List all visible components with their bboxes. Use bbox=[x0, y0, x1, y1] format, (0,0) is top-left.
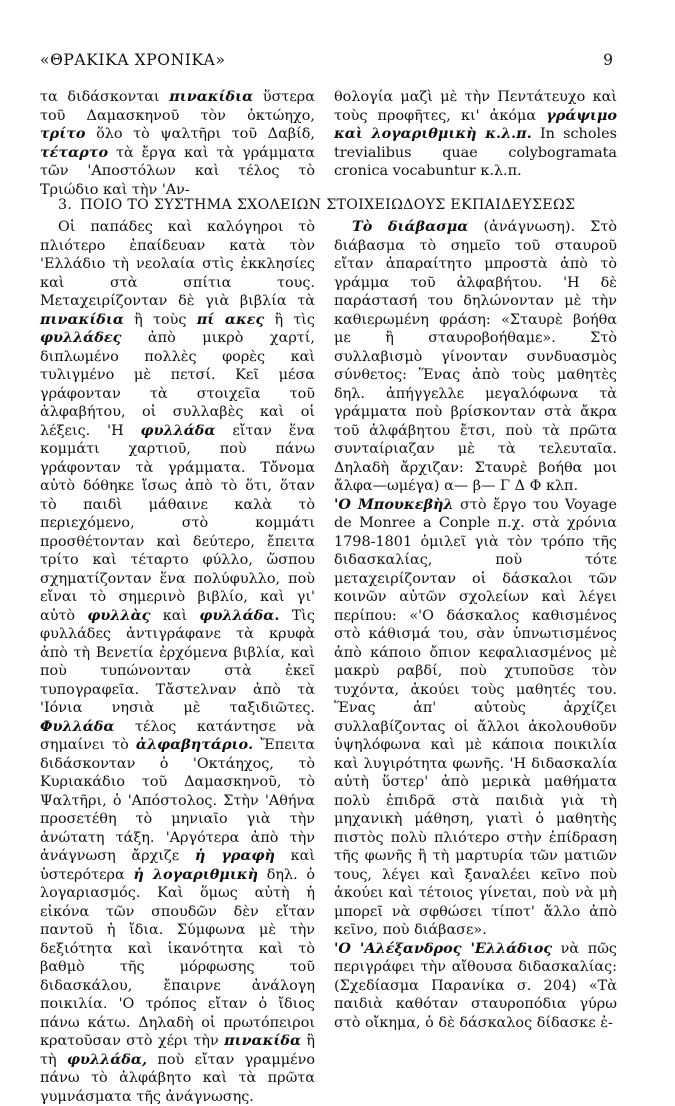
body-column-left bbox=[40, 218, 315, 1106]
text-run: νὰ πῶς περιγράφει τὴν αἴθουσα διδασκαλίας: (Σχεδίασμα Παρανίκα σ. 204) «Τὰ παιδιὰ καθόταν σταυροπόδια γύρω στὸ οἴκημα, ὁ δὲ δάσκαλος δίδασκε ἐ- bbox=[334, 940, 617, 1031]
emphasized-term: ἀλφαβητάριο. bbox=[135, 736, 254, 753]
emphasized-term: Φυλλάδα bbox=[40, 717, 115, 735]
text-run: Τὶς φυλλάδες ἀντιγράφανε τὰ κρυφὰ ἀπὸ τὴ Βενετία ἐρχόμενα βιβλία, καὶ ποὺ τυπώνονταν στὰ ἐκεῖ τυπογραφεῖα. Τἄστελναν ἀπὸ τὰ 'Ιόνια νησιὰ μὲ ταξιδιῶτες. bbox=[40, 607, 315, 716]
text-run: Ἔπειτα διδάσκονταν ὁ 'Οκτάηχος, τὸ Κυριακάδιο τοῦ Δαμασκηνοῦ, τὸ Ψαλτῆρι, ὁ 'Απόστολος. Στὴν 'Αθήνα προσετέθη τὸ μηνιαῖο γιὰ τὴν ἀνώτατη τάξη. 'Αργότερα ἀπὸ τὴν ἀνάγνωση ἄρχιζε bbox=[40, 737, 315, 864]
emphasized-term: τρίτο bbox=[40, 125, 86, 142]
text-run: τὰ ἔργα καὶ τὰ γράμματα τῶν 'Αποστόλων καὶ τέλος τὸ Τριώδιο καὶ τὴν 'Αν- bbox=[40, 144, 315, 198]
emphasized-term: τέταρτο bbox=[40, 143, 109, 161]
text-run: εἴταν ἕνα κομμάτι χαρτιοῦ, ποὺ πάνω γράφονταν τὰ γράμματα. Τὄνομα αὐτὸ δόθηκε ἴσως ἀπὸ τὸ ὅτι, ὅταν τὸ παιδὶ μάθαινε καλὰ τὸ περιεχόμενο, στὸ κομμάτι προσθέτονταν καὶ δεύτερο, ἔπειτα τρίτο καὶ τέταρτο φύλλο, ὥσπου σχηματίζονταν ἕνα πολύφυλλο, ποὺ εἴναι τὸ σημερινὸ βιβλίο, καὶ γι' αὐτὸ bbox=[40, 422, 315, 624]
text-run: ὅλο τὸ ψαλτῆρι τοῦ Δαβίδ, bbox=[85, 126, 315, 142]
emphasized-term: ἡ λογαριθμικὴ bbox=[133, 865, 259, 883]
top-paragraph-left bbox=[40, 88, 315, 199]
text-run: ἢ τὴ bbox=[40, 1033, 315, 1068]
text-run: In scholes trevialibus quae colybogramata cronica vocabuntur κ.λ.π. bbox=[334, 126, 617, 179]
emphasized-term: Τὸ διάβασμα bbox=[352, 218, 469, 235]
emphasized-term: γράψιμο καὶ λογαριθμικὴ κ.λ.π. bbox=[334, 106, 617, 142]
emphasized-term: πινακίδα bbox=[224, 1032, 302, 1049]
paragraph bbox=[334, 496, 617, 940]
paragraph bbox=[40, 88, 315, 199]
running-header bbox=[40, 51, 613, 73]
text-run: Οἱ παπάδες καὶ καλόγηροι τὸ πλιότερο ἐπαίδευαν κατὰ τὸν 'Ελλάδιο τὴ νεολαία στὶς ἐκκλησίες καὶ στὰ σπίτια τους. Μεταχειρίζονταν δὲ γιὰ βιβλία τὰ bbox=[40, 219, 315, 309]
text-run: δηλ. ὁ λογαριασμός. Καὶ ὅμως αὐτὴ ἡ εἰκόνα τῶν σπουδῶν δὲν εἴταν παντοῦ ἡ ἴδια. Σύμφωνα μὲ τὴν δεξιότητα καὶ ἱκανότητα καὶ τὸ βαθμὸ τῆς μόρφωσης τοῦ διδασκάλου, ἔπαιρνε ἀνάλογη ποικιλία. 'Ο τρόπος εἴταν ὁ ἴδιος πάνω κάτω. Δηλαδὴ οἱ πρωτόπειροι κρατοῦσαν στὸ χέρι τὴν bbox=[40, 866, 315, 1049]
emphasized-term: 'Ο Μπουκεβὴλ bbox=[334, 495, 454, 513]
section-title: ΠΟΙΟ ΤΟ ΣΥΣΤΗΜΑ ΣΧΟΛΕΙΩΝ ΣΤΟΙΧΕΙΩΔΟΥΣ ΕΚΠΑΙΔΕΥΣΕΩΣ bbox=[80, 197, 576, 213]
text-run: (ἀνάγνωση). Στὸ διάβασμα τὸ σημεῖο τοῦ σταυροῦ εἴταν ἀπαραίτητο μπροστὰ ἀπὸ τὸ γράμμα τοῦ ἀλφαβήτου. 'Η δὲ παράστασή του δηλώνονταν μὲ τὴν καθιερωμένη φράση: «Σταυρὲ βοήθα με ἢ σταυροβοήθαμε». Στὸ συλλαβισμὸ γίνονταν συνδυασμὸς σύνθετος: Ἕνας ἀπὸ τοὺς μαθητὲς δηλ. ἀπήγγελλε μεγαλόφωνα τὰ γράμματα ποὺ βρίσκονταν στὰ ἄκρα τοῦ ἀλφάβητου ἔτσι, ποὺ τὰ πρῶτα συνταίριαζαν μὲ τὰ τελευταῖα. Δηλαδὴ ἄρχιζαν: Σταυρὲ βοήθα μοι ἄλφα—ωμέγα) α— β— Γ Δ Φ κλπ. bbox=[334, 219, 617, 494]
text-run: θολογία μαζὶ μὲ τὴν Πεντάτευχο καὶ τοὺς προφῆτες, κι' ἀκόμα bbox=[334, 89, 617, 124]
journal-title: «ΘΡΑΚΙΚΑ ΧΡΟΝΙΚΑ» bbox=[40, 51, 226, 69]
text-run: καὶ bbox=[150, 607, 200, 624]
page-number: 9 bbox=[603, 51, 613, 69]
emphasized-term: πινακίδια bbox=[169, 88, 254, 105]
emphasized-term: 'Ο 'Αλέξανδρος 'Ελλάδιος bbox=[334, 939, 553, 957]
text-run: καὶ ὑστερότερα bbox=[40, 848, 315, 883]
text-run: ποὺ εἴταν γραμμένο πάνω τὸ ἀλφάβητο καὶ τὰ πρῶτα γυμνάσματα τῆς ἀνάγνωσης. bbox=[40, 1051, 315, 1105]
emphasized-term: φυλλάδα. bbox=[199, 606, 280, 624]
section-heading bbox=[58, 197, 628, 213]
top-paragraph-right bbox=[334, 88, 617, 181]
paragraph bbox=[334, 940, 617, 1033]
text-run: στὸ ἔργο του Voyage de Monree a Conple π.χ. στὰ χρόνια 1798-1801 ὁμιλεῖ γιὰ τὸν τρόπο τῆς διδασκαλίας, ποὺ τότε μεταχειρίζονταν οἱ δάσκαλοι τῶν κοινῶν αὐτῶν σχολείων καὶ λέγει περίπου: «'Ο δάσκαλος καθισμένος στὸ κάθισμά του, σὰν ὑπνωτισμένος ἀπὸ κάποιο ὄπιον κεφαλιασμένος μὲ μακρὺ ραβδί, ποὺ χτυποῦσε τὸν τυχόντα, ἀκούει τοὺς μαθητές του. Ἕνας ἀπ' αὐτοὺς ἀρχίζει συλλαβίζοντας οἱ ἄλλοι ἀκολουθοῦν ὑψηλόφωνα καὶ μὲ κάποια ποικιλία καὶ λυγιρότητα φωνῆς. 'Η διδασκαλία αὐτὴ ὕστερ' ἀπὸ μερικὰ μαθήματα πολὺ ἐπιδρᾶ στὰ παιδιὰ γιὰ τὴ μηχανικὴ μάθηση, γιατὶ ὁ μαθητὴς πιστὸς πολὺ πλιότερο στὴν ἐπίδραση τῆς φωνῆς ἢ τὴ μαρτυρία τῶν ματιῶν τους, λέγει καὶ ξαναλέει κεῖνο ποὺ ἀκούει καὶ τέτοιος γίνεται, ποὺ νὰ μὴ μπορεῖ νὰ σφθώσει τίποτ' ἄλλο ἀπὸ κεῖνο, ποὺ διάβασε». bbox=[334, 496, 617, 938]
emphasized-term: πινακίδια bbox=[40, 310, 124, 328]
text-run: τα διδάσκονται bbox=[40, 89, 170, 105]
emphasized-term: φυλλάδα bbox=[140, 421, 216, 439]
text-run: ὕστερα τοῦ Δαμασκηνοῦ τὸν ὀκτώηχο, bbox=[40, 89, 315, 124]
body-column-right bbox=[334, 218, 617, 1032]
text-run: τέλος κατάντησε νὰ σημαίνει τὸ bbox=[40, 718, 315, 753]
paragraph bbox=[334, 88, 617, 181]
emphasized-term: πί ακες bbox=[196, 310, 265, 328]
emphasized-term: φυλλάδες bbox=[40, 329, 122, 346]
text-run: ἀπὸ μικρὸ χαρτί, διπλωμένο πολλὲς φορὲς καὶ τυλιγμένο μὲ πετσί. Κεῖ μέσα γράφονταν τὰ στοιχεῖα τοῦ ἀλφαβήτου, οἱ συλλαβὲς καὶ οἱ λέξεις. 'Η bbox=[40, 330, 315, 439]
emphasized-term: φυλλὰς bbox=[87, 606, 151, 624]
paragraph bbox=[334, 218, 617, 496]
paragraph bbox=[40, 218, 315, 1106]
text-run: ἢ τὶς bbox=[264, 311, 315, 328]
emphasized-term: φυλλάδα, bbox=[67, 1050, 147, 1068]
emphasized-term: ἡ γραφὴ bbox=[194, 847, 275, 864]
text-run: ἢ τοὺς bbox=[123, 311, 197, 328]
section-number: 3. bbox=[58, 197, 73, 213]
